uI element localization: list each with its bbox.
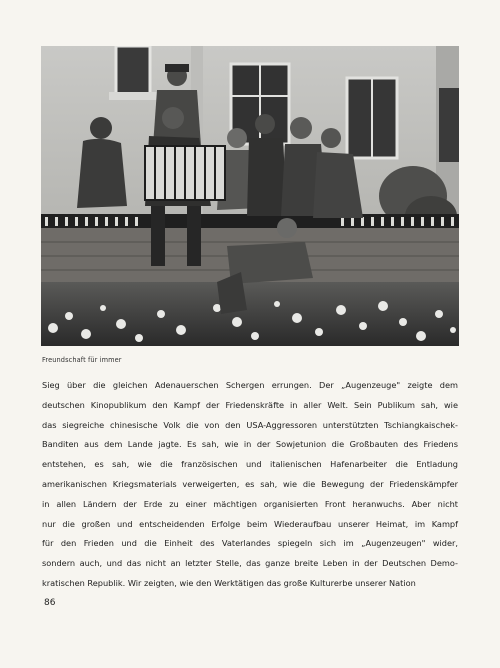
text-line: sondern auch, und das nicht an letzter Stelle, das ganze breite Leben in der Deutschen Demo- bbox=[42, 558, 458, 569]
text-line: Banditen aus dem Lande jagte. Es sah, wie in der Sowjetunion die Großbauten des Friedens bbox=[42, 439, 458, 450]
photo-scene bbox=[41, 46, 459, 346]
text-line: entstehen, es sah, wie die französischen und italienischen Hafenarbeiter die Entladung bbox=[42, 459, 458, 470]
text-line: amerikanischen Kriegsmaterials verweigerten, es sah, wie die Bewegung der Friedenskämpfer bbox=[42, 478, 458, 489]
body-paragraph bbox=[42, 376, 458, 594]
photo-caption: Freundschaft für immer bbox=[42, 356, 122, 364]
text-line: kratischen Republik. Wir zeigten, wie den Werktätigen das große Kulturerbe unserer Nation bbox=[42, 577, 416, 588]
text-line: Sieg über die gleichen Adenauerschen Schergen errungen. Der „Augenzeuge" zeigte dem bbox=[42, 380, 458, 390]
text-line: in allen Ländern der Erde zu einer mächtigen organisierten Front heranwuchs. Aber nicht bbox=[42, 498, 458, 509]
text-line: das siegreiche chinesische Volk die von den USA-Aggressoren unterstützten Tschiangkaischek- bbox=[42, 419, 458, 430]
text-line: nur die großen und entscheidenden Erfolge beim Wiederaufbau unserer Heimat, im Kampf bbox=[42, 518, 458, 529]
text-line: für den Frieden und die Einheit des Vaterlandes spiegeln sich im „Augenzeugen" wider, bbox=[42, 538, 458, 549]
text-line: deutschen Kinopublikum den Kampf der Friedenskräfte in aller Welt. Sein Publikum sah, wie bbox=[42, 399, 458, 410]
page-number: 86 bbox=[44, 598, 56, 608]
photograph bbox=[41, 46, 459, 346]
